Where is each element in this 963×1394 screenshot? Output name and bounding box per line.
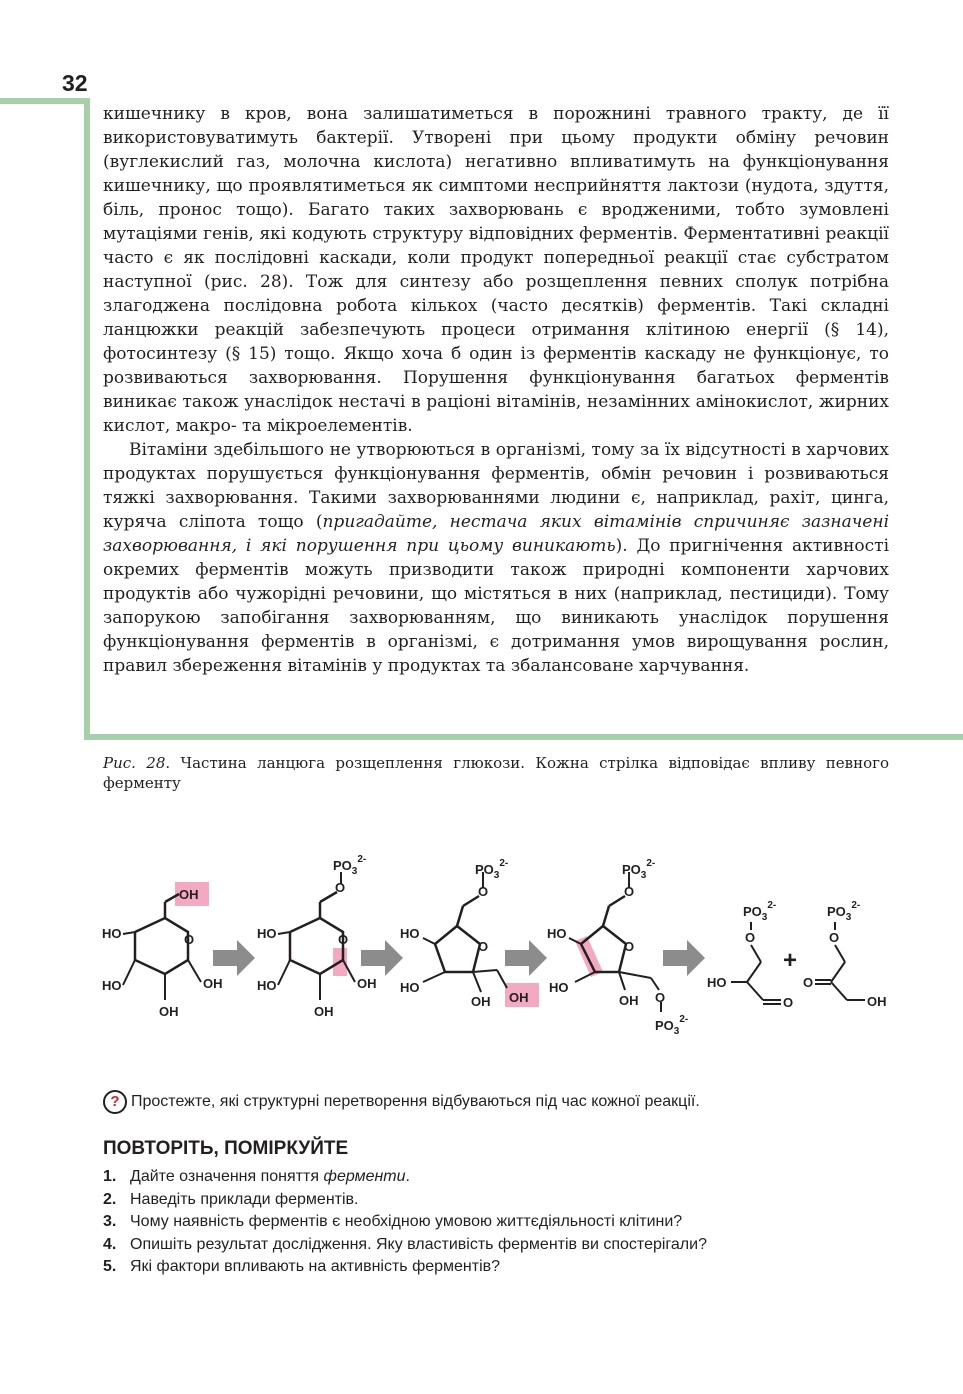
label-ho: HO [400, 980, 420, 995]
italic-text: пригадайте, нестача яких вітамінів спричиняє зазначені захворювання, і які порушення при цьому виникають [103, 512, 890, 556]
italic-text: ферменти [323, 1168, 406, 1185]
review-question [103, 1166, 707, 1189]
label-oh: OH [357, 976, 377, 991]
label-phosphate: $PO_3^{2-}$ [743, 900, 777, 923]
text-run: кишечнику в кров, вона залишатиметься в порожнині травного тракту, де її використовуватимуть бактерії. Утворені при цьому продукти обміну речовин (вуглекислий газ, молочна кислота) негативно впливатимуть на функціонування кишечнику, що проявлятиметься як симптоми несприйняття лактози (нудота, здуття, біль, пронос тощо). Багато таких захворювань є вродженими, тобто зумовлені мутаціями генів, які кодують структуру відповідних ферментів. Ферментативні реакції часто є як послідовні каскади, коли продукт попередньої реакції стає субстратом наступної (рис. 28). Тож для синтезу або розщеплення певних сполук потрібна злагоджена послідовна робота кількох (часто десятків) ферментів. Такі складні ланцюжки реакцій забезпечують процеси отримання клітиною енергії (§ 14), фотосинтезу (§ 15) тощо. Якщо хоча б один із ферментів каскаду не функціонує, то розвиваються захворювання. Порушення функціонування багатьох ферментів виникає також унаслідок нестачі в раціоні вітамінів, незамінних амінокислот, жирних кислот, макро- та мікроелементів. [103, 104, 889, 436]
question-number: 3. [103, 1213, 117, 1230]
label-oh: OH [619, 993, 639, 1008]
label-oh: OH [314, 1004, 334, 1019]
question-text: Чому наявність ферментів є необхідною умовою життєдіяльності клітини? [130, 1213, 683, 1230]
label-oh: OH [179, 887, 199, 902]
label-o: O [624, 939, 635, 954]
label-oh: OH [867, 994, 887, 1009]
label-ho: HO [400, 926, 420, 941]
label-ho: HO [102, 978, 122, 993]
label-o: O [745, 930, 756, 945]
review-question [103, 1189, 707, 1212]
glucose-breakdown-figure [95, 840, 905, 1050]
label-phosphate: $PO_3^{2-}$ [333, 854, 367, 877]
label-o: O [335, 880, 346, 895]
label-o: O [803, 975, 814, 990]
caption-label: Рис. 28 [103, 754, 166, 772]
label-o: O [829, 930, 840, 945]
question-text: Дайте означення поняття [130, 1168, 324, 1185]
enzyme-arrow [361, 940, 403, 976]
label-ho: HO [549, 980, 569, 995]
label-o: O [624, 884, 635, 899]
paragraph [103, 438, 889, 678]
question-number: 4. [103, 1235, 117, 1253]
label-oh: OH [509, 990, 529, 1005]
label-o: O [478, 884, 489, 899]
label-phosphate: $PO_3^{2-}$ [655, 1014, 689, 1037]
question-text: . [405, 1168, 410, 1185]
label-o: O [184, 932, 195, 947]
text-run: Вітаміни здебільшого не утворюються в організмі, тому за їх відсутності в харчових продуктах порушується функціонування ферментів, обмін речовин і розвиваються тяжкі захворювання. Такими захворюваннями людини є, наприклад, рахіт, цинга, куряча сліпота тощо ( [103, 440, 889, 532]
label-oh: OH [159, 1004, 179, 1019]
label-phosphate: $PO_3^{2-}$ [827, 900, 861, 923]
label-ho: HO [257, 978, 277, 993]
label-o: O [655, 990, 666, 1005]
question-text: Опишіть результат дослідження. Яку властивість ферментів ви спостерігали? [130, 1235, 707, 1253]
molecule-dihydroxyacetone-phosphate [803, 900, 887, 1009]
review-question [103, 1234, 707, 1257]
enzyme-arrow [213, 940, 255, 976]
molecule-glucose-6-phosphate [257, 854, 377, 1019]
review-question [103, 1256, 707, 1279]
question-number: 2. [103, 1190, 117, 1208]
label-ho: HO [547, 926, 567, 941]
label-ho: HO [257, 926, 277, 941]
molecule-glucose [102, 882, 223, 1019]
figure-caption [103, 753, 889, 793]
enzyme-arrow [663, 940, 705, 976]
green-frame-side [84, 98, 90, 738]
question-number: 1. [103, 1168, 117, 1185]
question-text: Наведіть приклади ферментів. [130, 1190, 359, 1208]
molecule-fructose-6-phosphate [400, 858, 539, 1009]
main-text [103, 102, 889, 678]
question-prompt [103, 1090, 903, 1114]
label-ho: HO [102, 926, 122, 941]
question-mark-icon: ? [103, 1090, 127, 1114]
question-number: 5. [103, 1258, 117, 1275]
caption-text: . Частина ланцюга розщеплення глюкози. Кожна стрілка відповідає впливу певного ферменту [103, 754, 889, 792]
paragraph [103, 102, 889, 438]
text-run: ). До пригнічення активності окремих ферментів можуть призводити також природні компоненти харчових продуктів або чужорідні речовини, що містяться в них (наприклад, пестициди). Тому запорукою запобігання захворюванням, що виникають унаслідок порушення функціонування ферментів в організмі, є дотримання умов вирощування рослин, правил збереження вітамінів у продуктах та збалансоване харчування. [103, 536, 890, 676]
question-prompt-text: Простежте, які структурні перетворення відбуваються під час кожної реакції. [131, 1093, 700, 1111]
label-o: O [338, 932, 349, 947]
label-phosphate: $PO_3^{2-}$ [475, 858, 509, 881]
label-ho: HO [707, 975, 727, 990]
green-frame-bottom [84, 734, 963, 740]
review-question [103, 1211, 707, 1234]
question-text: Які фактори впливають на активність ферментів? [130, 1258, 501, 1275]
enzyme-arrow [505, 940, 547, 976]
plus-sign: + [783, 947, 798, 974]
molecule-glyceraldehyde-3-phosphate [707, 900, 793, 1010]
molecule-fructose-1-6-bisphosphate [547, 858, 688, 1037]
label-o: O [478, 939, 489, 954]
label-oh: OH [471, 994, 491, 1009]
green-frame-top [0, 98, 86, 104]
label-oh: OH [203, 976, 223, 991]
label-o: O [783, 995, 794, 1010]
page-number: 32 [62, 70, 88, 96]
review-questions [103, 1166, 707, 1279]
review-heading: ПОВТОРІТЬ, ПОМІРКУЙТЕ [103, 1138, 349, 1159]
label-phosphate: $PO_3^{2-}$ [622, 858, 656, 881]
